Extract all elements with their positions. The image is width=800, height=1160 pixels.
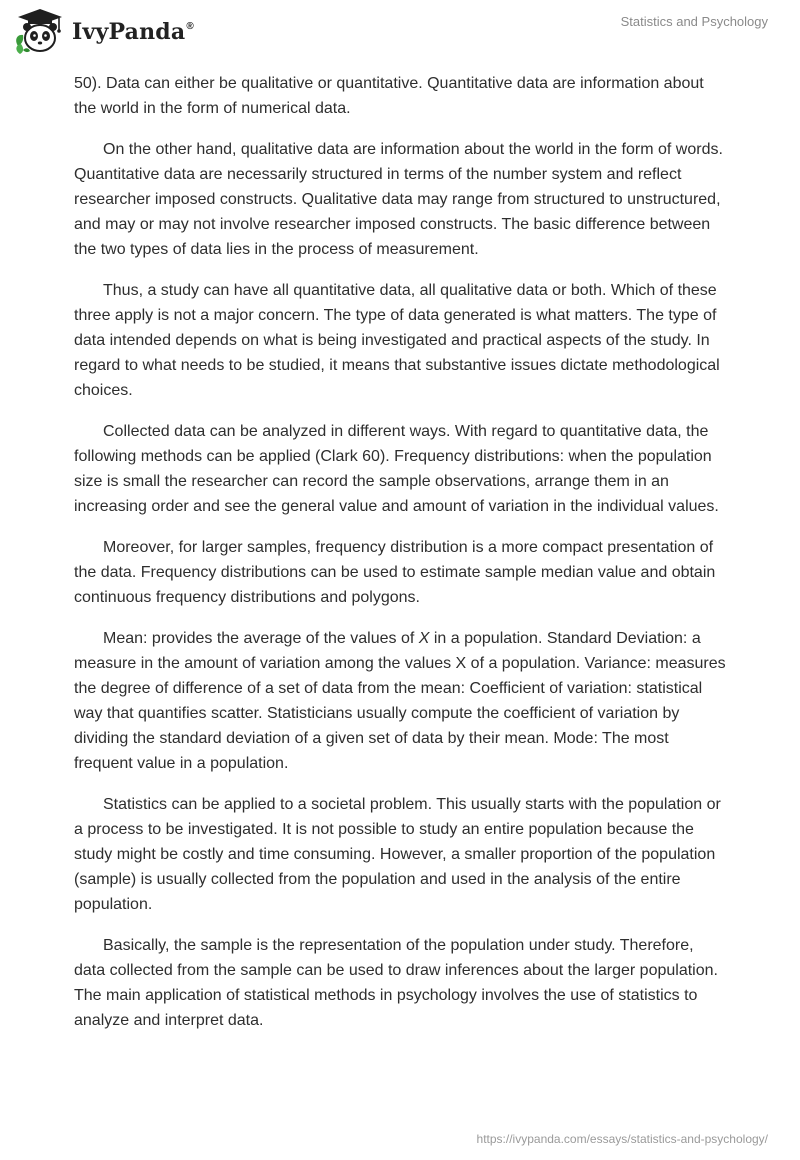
brand-name-text: IvyPanda bbox=[72, 19, 186, 45]
paragraph: Moreover, for larger samples, frequency distribution is a more compact presentation of the data. Frequency distributions can be used to estimate sample median value and obtain continuous frequency distributions and polygons. bbox=[74, 539, 716, 606]
panda-graduate-icon bbox=[14, 6, 66, 56]
paragraph: Basically, the sample is the representation of the population under study. Therefore, data collected from the sample can be used to draw inferences about the larger population. The main application of statistical methods in psychology involves the use of statistics to analyze and interpret data. bbox=[74, 937, 718, 1029]
paragraph: 50). Data can either be qualitative or quantitative. Quantitative data are information about the world in the form of numerical data. bbox=[74, 75, 704, 117]
page-header bbox=[0, 0, 800, 70]
paragraph-text: in a population. Standard Deviation: a measure in the amount of variation among the values X of a population. Variance: measures the degree of difference of a set of data from the mean: Coefficient of variation: statistical way that quantifies scatter. Statisticians usually compute the coefficient of variation by dividing the standard deviation of a given set of data by their mean. Mode: The most frequent value in a population. bbox=[74, 630, 726, 772]
essay-body bbox=[74, 71, 728, 1049]
running-title: Statistics and Psychology bbox=[620, 14, 768, 29]
paragraph: On the other hand, qualitative data are information about the world in the form of words. Quantitative data are necessarily structured in terms of the number system and reflect researcher imposed constructs. Qualitative data may range from structured to unstructured, and may or may not involve researcher imposed constructs. The basic difference between the two types of data lies in the process of measurement. bbox=[74, 141, 723, 258]
ivypanda-logo[interactable] bbox=[14, 6, 194, 56]
paragraph: Statistics can be applied to a societal problem. This usually starts with the population or a process to be investigated. It is not possible to study an entire population because the study might be costly and time consuming. However, a smaller proportion of the population (sample) is usually collected from the population and used in the analysis of the entire population. bbox=[74, 796, 721, 913]
variable-x: X bbox=[418, 630, 430, 647]
paragraph: Collected data can be analyzed in different ways. With regard to quantitative data, the following methods can be applied (Clark 60). Frequency distributions: when the population size is small the researcher can record the sample observations, arrange them in an increasing order and see the general value and amount of variation in the individual values. bbox=[74, 423, 719, 515]
registered-mark: ® bbox=[186, 20, 194, 32]
brand-name bbox=[72, 19, 194, 45]
paragraph: Thus, a study can have all quantitative data, all qualitative data or both. Which of these three apply is not a major concern. The type of data generated is what matters. The type of data intended depends on what is being investigated and practical aspects of the study. In regard to what needs to be studied, it means that substantive issues dictate methodological choices. bbox=[74, 282, 720, 399]
paragraph bbox=[74, 626, 728, 776]
source-url[interactable]: https://ivypanda.com/essays/statistics-and-psychology/ bbox=[476, 1132, 768, 1146]
paragraph-text: Mean: provides the average of the values of bbox=[103, 630, 419, 647]
